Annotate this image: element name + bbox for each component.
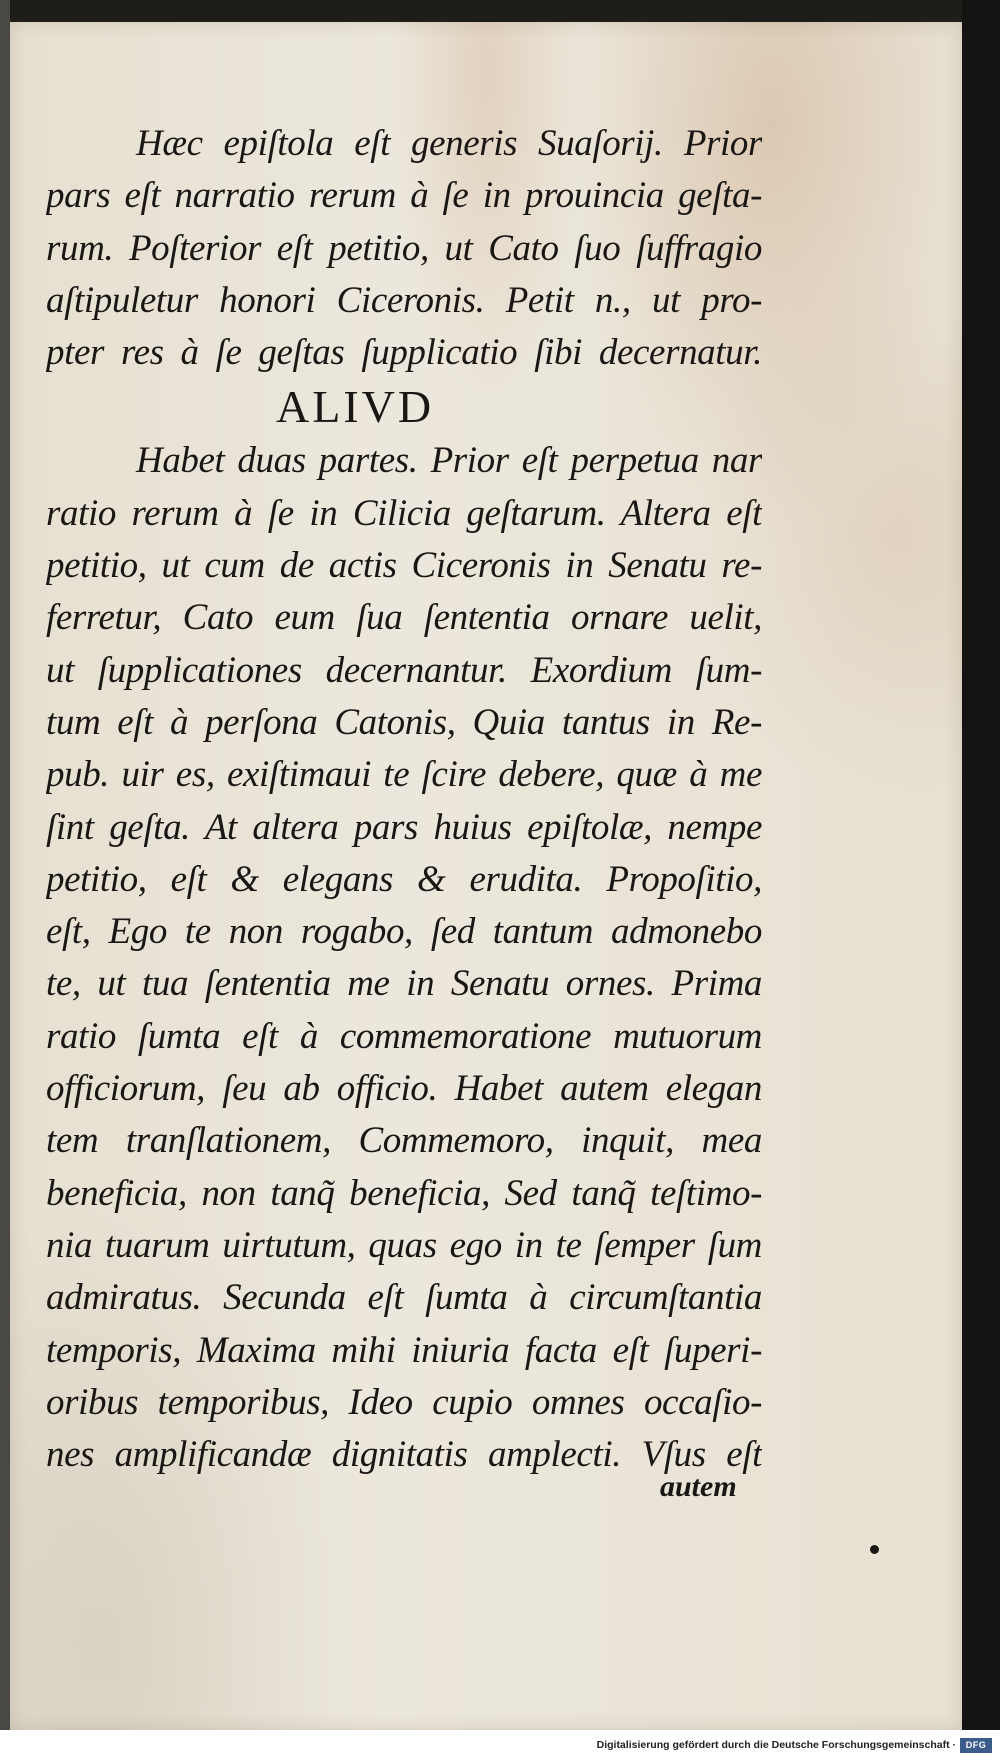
text-line: admiratus. Secunda eſt ſumta à circumſtantia <box>46 1277 762 1319</box>
text-line: pter res à ſe geſtas ſupplicatio ſibi decernatur. <box>46 332 762 374</box>
text-line: beneficia, non tanq̃ beneficia, Sed tanq̃ teſtimo- <box>46 1172 762 1214</box>
text-line: eſt, Ego te non rogabo, ſed tantum admonebo <box>46 911 762 953</box>
scan-edge-top <box>10 0 1000 22</box>
text-line: ſint geſta. At altera pars huius epiſtolæ, nempe <box>46 806 762 848</box>
digitization-footer <box>0 1730 1000 1762</box>
text-line: petitio, eſt & elegans & erudita. Propoſitio, <box>46 858 762 900</box>
text-line: pars eſt narratio rerum à ſe in prouincia geſta- <box>46 175 762 217</box>
text-line: nia tuarum uirtutum, quas ego in te ſemper ſum <box>46 1224 762 1266</box>
footer-credit: Digitalisierung gefördert durch die Deutsche Forschungsgemeinschaft · <box>596 1739 956 1751</box>
text-line: Hæc epiſtola eſt generis Suaſorij. Prior <box>136 123 762 164</box>
ink-dot <box>870 1545 879 1554</box>
catchword: autem <box>660 1470 737 1503</box>
text-line: oribus temporibus, Ideo cupio omnes occaſio- <box>46 1381 762 1423</box>
dfg-logo-icon: DFG <box>960 1738 992 1753</box>
scan-edge-left <box>0 0 10 1762</box>
text-line: te, ut tua ſententia me in Senatu ornes. Prima <box>46 963 762 1005</box>
text-line: ferretur, Cato eum ſua ſententia ornare uelit, <box>46 597 762 639</box>
scan-edge-right <box>962 0 1000 1762</box>
text-line: ratio ſumta eſt à commemoratione mutuorum <box>46 1015 762 1057</box>
text-line: ut ſupplicationes decernantur. Exordium ſum- <box>46 649 762 691</box>
text-line: rum. Poſterior eſt petitio, ut Cato ſuo ſuffragio <box>46 227 762 269</box>
text-line: temporis, Maxima mihi iniuria facta eſt ſuperi- <box>46 1329 762 1371</box>
text-line: aſtipuletur honori Ciceronis. Petit n., ut pro- <box>46 279 762 321</box>
page-text <box>46 118 762 1481</box>
text-line: Habet duas partes. Prior eſt perpetua nar <box>136 440 762 482</box>
text-line: tum eſt à perſona Catonis, Quia tantus in Re- <box>46 701 762 743</box>
text-line: pub. uir es, exiſtimaui te ſcire debere, quæ à me <box>46 754 762 796</box>
text-line: nes amplificandæ dignitatis amplecti. Vſus eſt <box>46 1434 762 1476</box>
text-line: petitio, ut cum de actis Ciceronis in Senatu re- <box>46 545 762 587</box>
text-line: officiorum, ſeu ab officio. Habet autem elegan <box>46 1068 762 1110</box>
section-heading: ALIVD <box>276 381 435 433</box>
text-line: tem tranſlationem, Commemoro, inquit, mea <box>46 1120 762 1162</box>
text-line: ratio rerum à ſe in Cilicia geſtarum. Altera eſt <box>46 492 762 534</box>
